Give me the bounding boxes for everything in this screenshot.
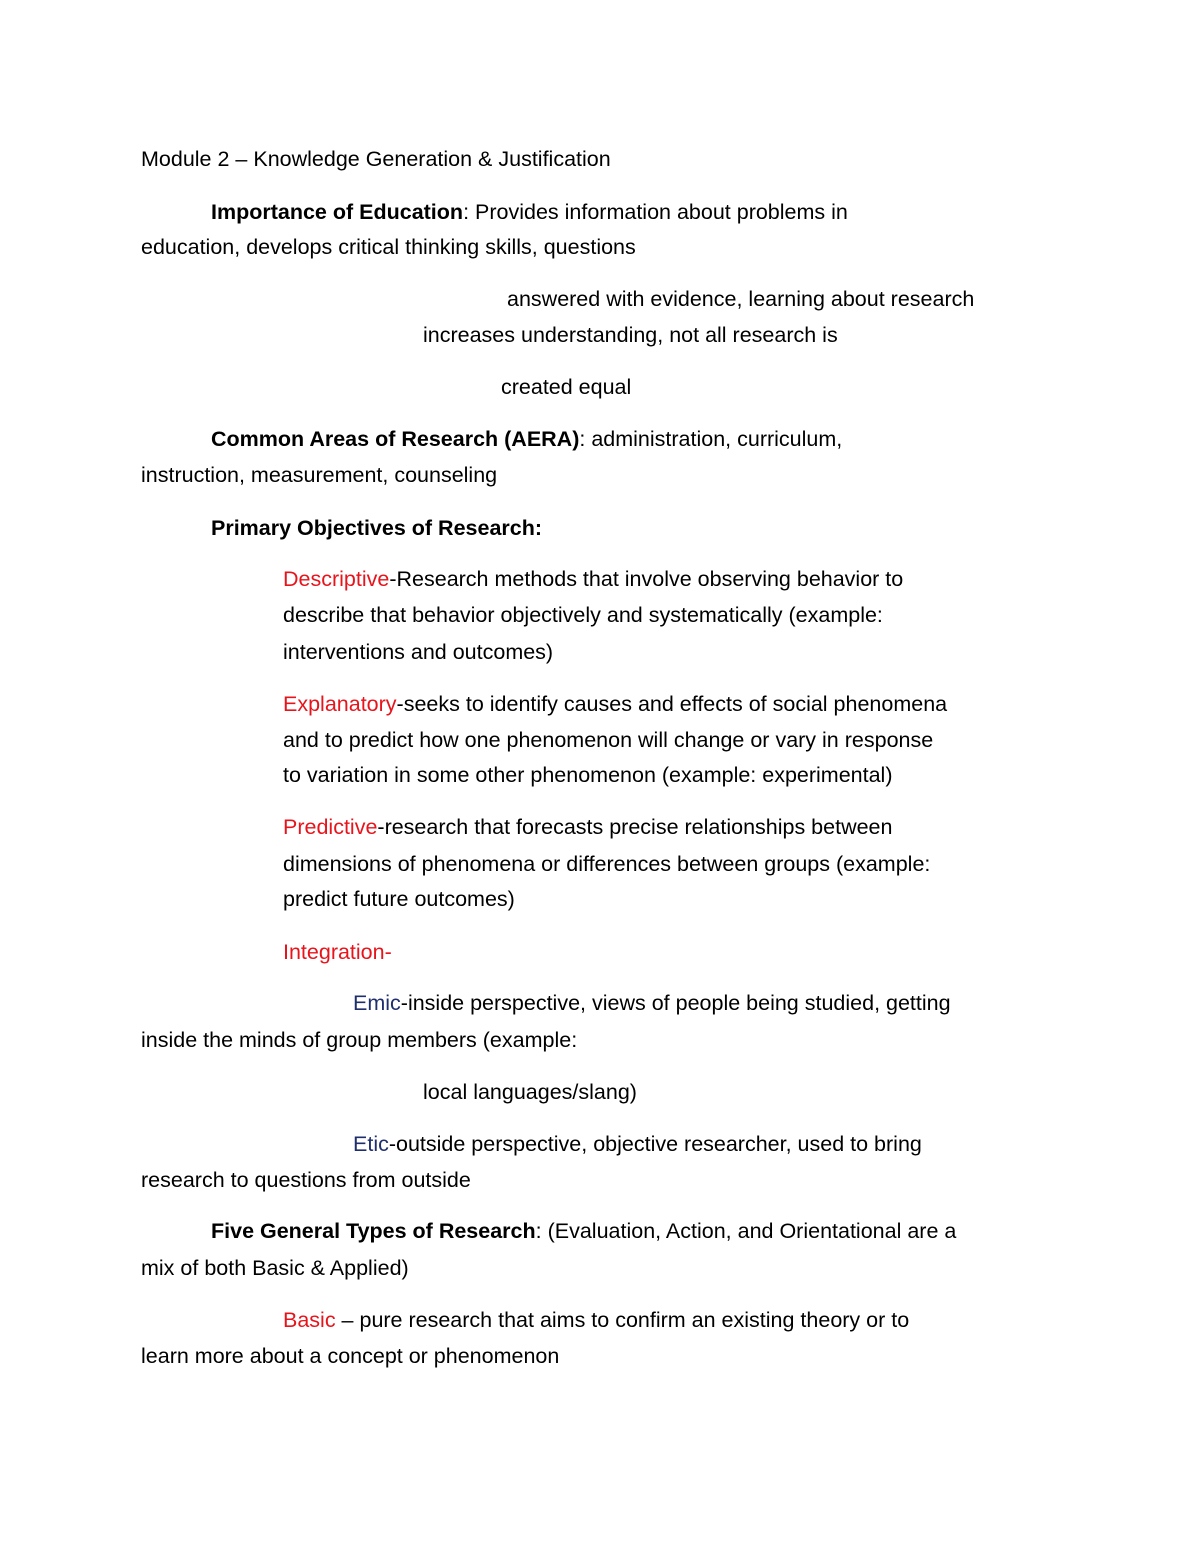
explanatory-text-1: -seeks to identify causes and effects of social phenomena <box>396 692 948 716</box>
descriptive-line-2: describe that behavior objectively and systematically (example: <box>283 603 883 627</box>
emic-text-1: -inside perspective, views of people being studied, getting <box>400 991 951 1015</box>
importance-line-4: increases understanding, not all research is <box>423 323 838 347</box>
objectives-label: Primary Objectives of Research <box>211 516 535 540</box>
predictive-term: Predictive <box>283 815 378 839</box>
types-line-1 <box>211 1217 956 1245</box>
descriptive-term: Descriptive <box>283 567 390 591</box>
importance-line-1 <box>211 198 848 226</box>
etic-line-1 <box>353 1130 922 1158</box>
types-text-1: : (Evaluation, Action, and Orientational are a <box>535 1219 957 1243</box>
types-label: Five General Types of Research <box>211 1219 536 1243</box>
emic-line-3: local languages/slang) <box>423 1080 637 1104</box>
importance-text-1: : Provides information about problems in <box>463 200 848 224</box>
basic-text-1: – pure research that aims to confirm an existing theory or to <box>335 1308 910 1332</box>
importance-line-2: education, develops critical thinking skills, questions <box>141 235 636 259</box>
integration-term: Integration- <box>283 940 392 964</box>
emic-line-2: inside the minds of group members (example: <box>141 1028 578 1052</box>
explanatory-term: Explanatory <box>283 692 397 716</box>
objectives-colon: : <box>534 516 543 540</box>
predictive-line-1 <box>283 813 892 841</box>
emic-line-1 <box>353 989 951 1017</box>
etic-term: Etic <box>353 1132 389 1156</box>
importance-line-3: answered with evidence, learning about research <box>507 287 975 311</box>
basic-line-2: learn more about a concept or phenomenon <box>141 1344 560 1368</box>
areas-line-2: instruction, measurement, counseling <box>141 463 498 487</box>
descriptive-line-3: interventions and outcomes) <box>283 640 554 664</box>
predictive-line-2: dimensions of phenomena or differences between groups (example: <box>283 852 931 876</box>
types-line-2: mix of both Basic & Applied) <box>141 1256 409 1280</box>
integration-line <box>283 938 392 966</box>
areas-text-1: : administration, curriculum, <box>579 427 843 451</box>
areas-label: Common Areas of Research (AERA) <box>211 427 580 451</box>
descriptive-line-1 <box>283 565 903 593</box>
page-title: Module 2 – Knowledge Generation & Justification <box>141 147 611 171</box>
descriptive-text-1: -Research methods that involve observing behavior to <box>389 567 904 591</box>
emic-term: Emic <box>353 991 401 1015</box>
predictive-line-3: predict future outcomes) <box>283 887 515 911</box>
explanatory-line-2: and to predict how one phenomenon will change or vary in response <box>283 728 934 752</box>
objectives-heading <box>211 514 542 542</box>
basic-line-1 <box>283 1306 909 1334</box>
importance-label: Importance of Education <box>211 200 464 224</box>
etic-line-2: research to questions from outside <box>141 1168 471 1192</box>
explanatory-line-1 <box>283 690 947 718</box>
explanatory-line-3: to variation in some other phenomenon (example: experimental) <box>283 763 893 787</box>
areas-line-1 <box>211 425 842 453</box>
predictive-text-1: -research that forecasts precise relationships between <box>377 815 893 839</box>
importance-line-5: created equal <box>501 375 632 399</box>
etic-text-1: -outside perspective, objective researcher, used to bring <box>388 1132 922 1156</box>
basic-term: Basic <box>283 1308 336 1332</box>
